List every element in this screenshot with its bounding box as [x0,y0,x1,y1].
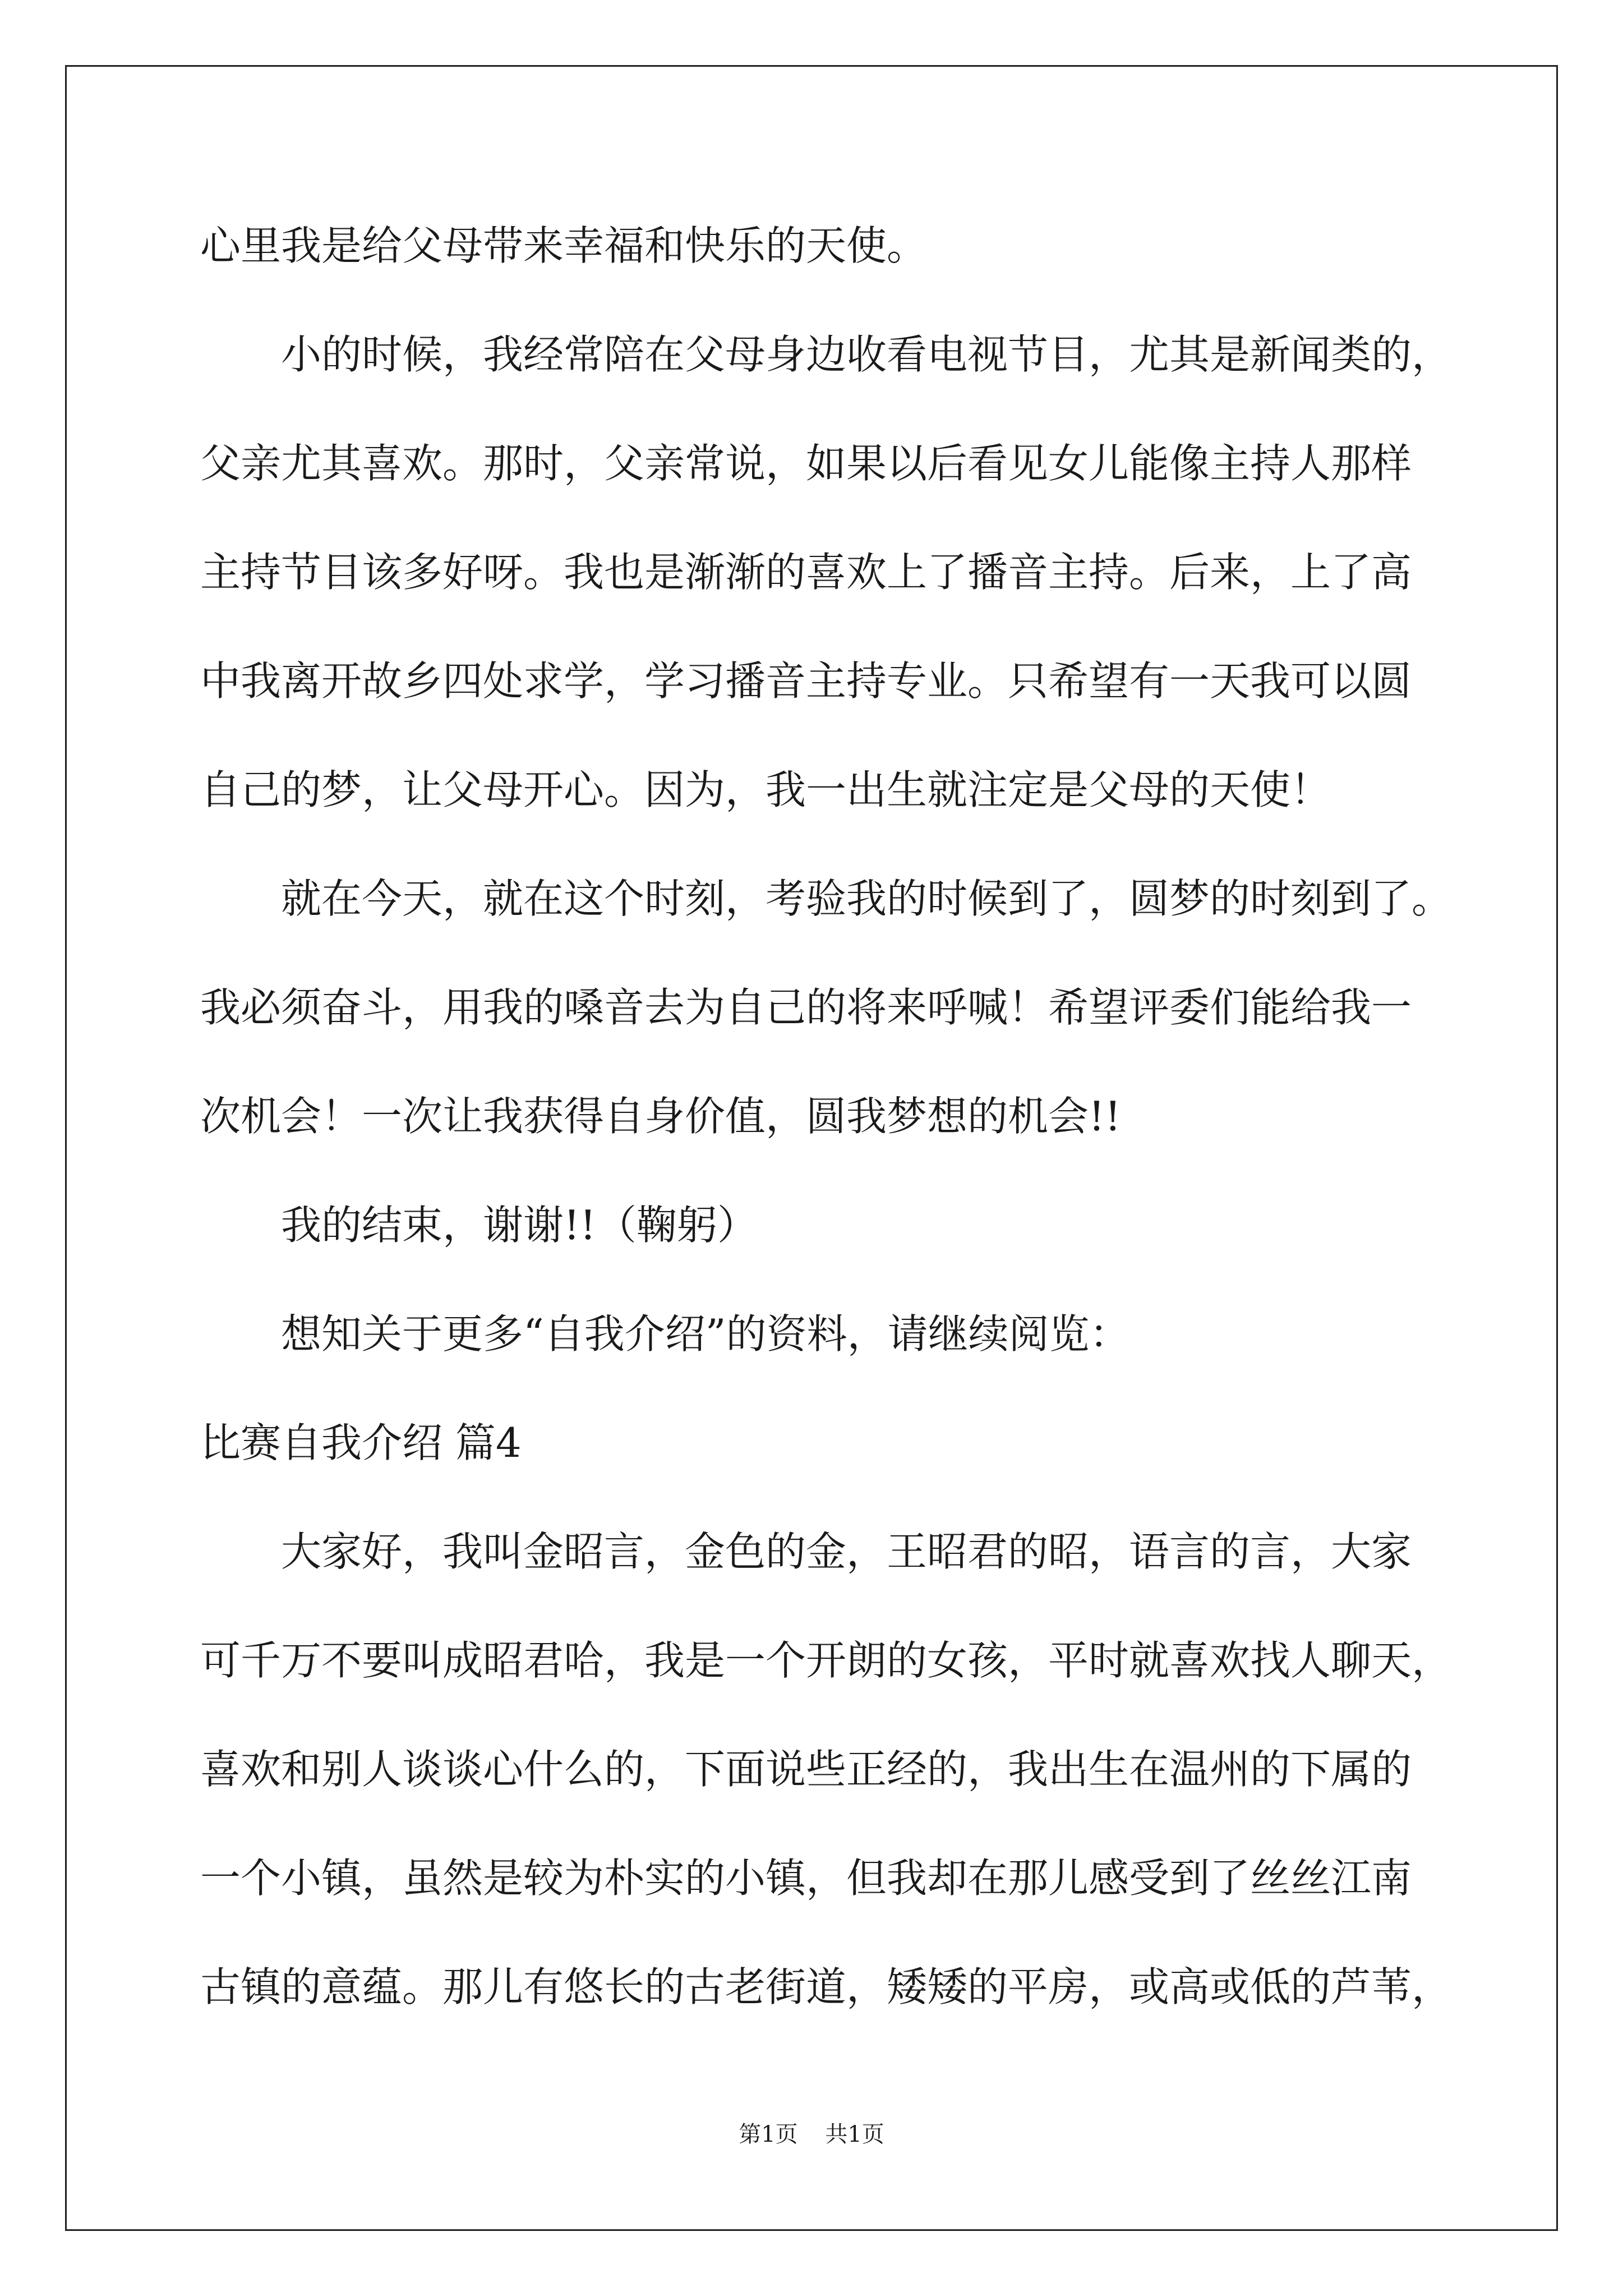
text-line: 我的结束，谢谢!!（鞠躬） [200,1202,758,1249]
text-line: 主持节目该多好呀。我也是渐渐的喜欢上了播音主持。后来，上了高 [200,549,1412,596]
text-line: 父亲尤其喜欢。那时，父亲常说，如果以后看见女儿能像主持人那样 [200,440,1412,487]
text-line: 想知关于更多“自我介绍”的资料，请继续阅览： [200,1310,1130,1358]
page-footer [0,2116,1623,2148]
section-heading: 比赛自我介绍 篇4 [200,1419,522,1466]
text-line: 可千万不要叫成昭君哈，我是一个开朗的女孩，平时就喜欢找人聊天， [200,1637,1453,1684]
text-line: 心里我是给父母带来幸福和快乐的天使。 [200,222,928,269]
text-line: 就在今天，就在这个时刻，考验我的时候到了，圆梦的时刻到了。 [200,875,1453,922]
text-line: 古镇的意蕴。那儿有悠长的古老街道，矮矮的平房，或高或低的芦苇， [200,1963,1453,2010]
text-line: 自己的梦，让父母开心。因为，我一出生就注定是父母的天使！ [200,766,1331,813]
page-number: 第1页 [739,2122,798,2147]
text-line: 一个小镇，虽然是较为朴实的小镇，但我却在那儿感受到了丝丝江南 [200,1855,1412,1902]
text-line: 次机会！一次让我获得自身价值，圆我梦想的机会!! [200,1093,1121,1140]
text-line: 大家好，我叫金昭言，金色的金，王昭君的昭，语言的言，大家 [200,1528,1412,1575]
page-total: 共1页 [825,2122,884,2147]
text-line: 中我离开故乡四处求学，学习播音主持专业。只希望有一天我可以圆 [200,657,1412,705]
text-line: 小的时候，我经常陪在父母身边收看电视节目，尤其是新闻类的， [200,331,1453,378]
text-line: 我必须奋斗，用我的嗓音去为自己的将来呼喊！希望评委们能给我一 [200,984,1412,1031]
text-line: 喜欢和别人谈谈心什么的，下面说些正经的，我出生在温州的下属的 [200,1746,1412,1793]
